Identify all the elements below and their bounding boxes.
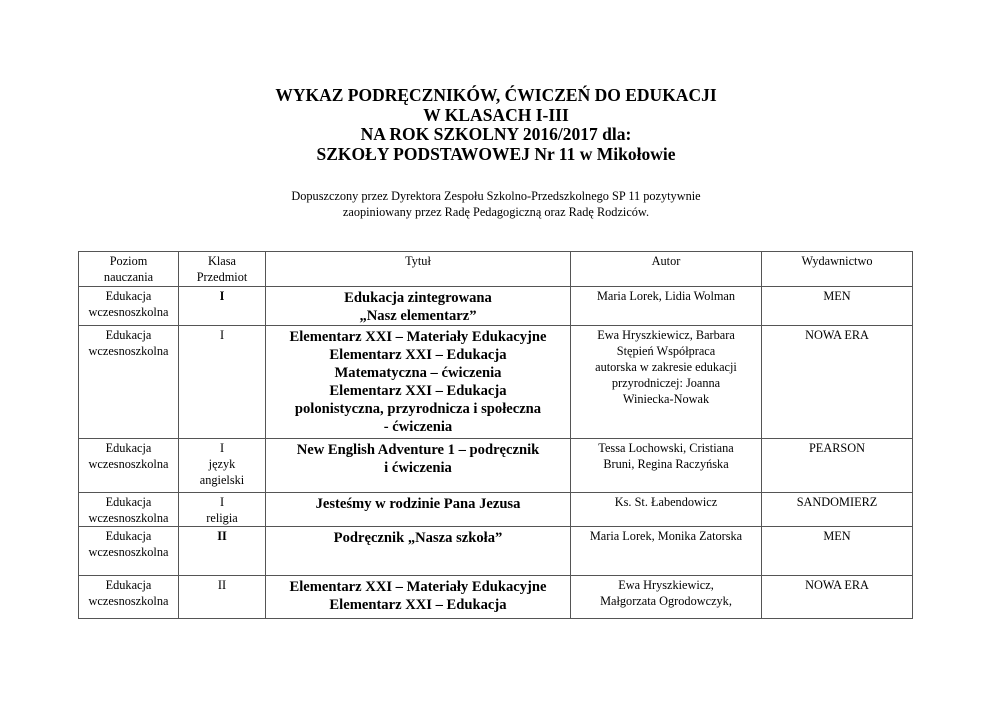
level-cell: Edukacja wczesnoszkolna (79, 527, 179, 576)
heading-line: NA ROK SZKOLNY 2016/2017 dla: (360, 124, 632, 145)
publisher-cell: NOWA ERA (762, 576, 913, 619)
class-cell: II (179, 576, 266, 619)
publisher-cell: MEN (762, 287, 913, 326)
level-cell: Edukacja wczesnoszkolna (79, 439, 179, 493)
approval-note-line: zaopiniowany przez Radę Pedagogiczną oraz Radę Rodziców. (342, 205, 650, 219)
author-cell: Ks. St. Łabendowicz (571, 493, 762, 527)
header-publisher: Wydawnictwo (762, 252, 913, 287)
table-row (79, 527, 913, 576)
textbook-table (78, 251, 913, 619)
publisher-cell: PEARSON (762, 439, 913, 493)
title-cell: Edukacja zintegrowana „Nasz elementarz” (266, 287, 571, 326)
class-cell: I język angielski (179, 439, 266, 493)
approval-note-line: Dopuszczony przez Dyrektora Zespołu Szkolno-Przedszkolnego SP 11 pozytywnie (291, 189, 701, 203)
header-level: Poziom nauczania (79, 252, 179, 287)
table-row (79, 287, 913, 326)
class-cell: I (179, 287, 266, 326)
title-cell: Jesteśmy w rodzinie Pana Jezusa (266, 493, 571, 527)
table-row (79, 439, 913, 493)
heading-line: SZKOŁY PODSTAWOWEJ Nr 11 w Mikołowie (316, 143, 676, 164)
title-cell: Elementarz XXI – Materiały Edukacyjne Elementarz XXI – Edukacja (266, 576, 571, 619)
header-title: Tytuł (266, 252, 571, 287)
author-cell: Maria Lorek, Monika Zatorska (571, 527, 762, 576)
table-body (79, 287, 913, 619)
class-cell: II (179, 527, 266, 576)
level-cell: Edukacja wczesnoszkolna (79, 493, 179, 527)
title-cell: New English Adventure 1 – podręcznik i ćwiczenia (266, 439, 571, 493)
level-cell: Edukacja wczesnoszkolna (79, 576, 179, 619)
table-header-row (79, 252, 913, 287)
author-cell: Ewa Hryszkiewicz, Barbara Stępień Współpraca autorska w zakresie edukacji przyrodniczej: Joanna Winiecka-Nowak (571, 326, 762, 439)
header-author: Autor (571, 252, 762, 287)
class-cell: I religia (179, 493, 266, 527)
header-class: Klasa Przedmiot (179, 252, 266, 287)
publisher-cell: SANDOMIERZ (762, 493, 913, 527)
author-cell: Tessa Lochowski, Cristiana Bruni, Regina Raczyńska (571, 439, 762, 493)
author-cell: Ewa Hryszkiewicz, Małgorzata Ogrodowczyk, (571, 576, 762, 619)
table-row (79, 493, 913, 527)
title-cell: Podręcznik „Nasza szkoła” (266, 527, 571, 576)
publisher-cell: NOWA ERA (762, 326, 913, 439)
heading-line: WYKAZ PODRĘCZNIKÓW, ĆWICZEŃ DO EDUKACJI (275, 85, 717, 105)
class-cell: I (179, 326, 266, 439)
table-row (79, 576, 913, 619)
level-cell: Edukacja wczesnoszkolna (79, 287, 179, 326)
title-cell: Elementarz XXI – Materiały Edukacyjne Elementarz XXI – Edukacja Matematyczna – ćwiczenia Elementarz XXI – Edukacja polonistyczna, przyrodnicza i społeczna - ćwiczenia (266, 326, 571, 439)
publisher-cell: MEN (762, 527, 913, 576)
heading-line: W KLASACH I-III (423, 104, 569, 125)
document-heading (0, 86, 992, 164)
table-row (79, 326, 913, 439)
approval-note (0, 188, 992, 220)
author-cell: Maria Lorek, Lidia Wolman (571, 287, 762, 326)
level-cell: Edukacja wczesnoszkolna (79, 326, 179, 439)
